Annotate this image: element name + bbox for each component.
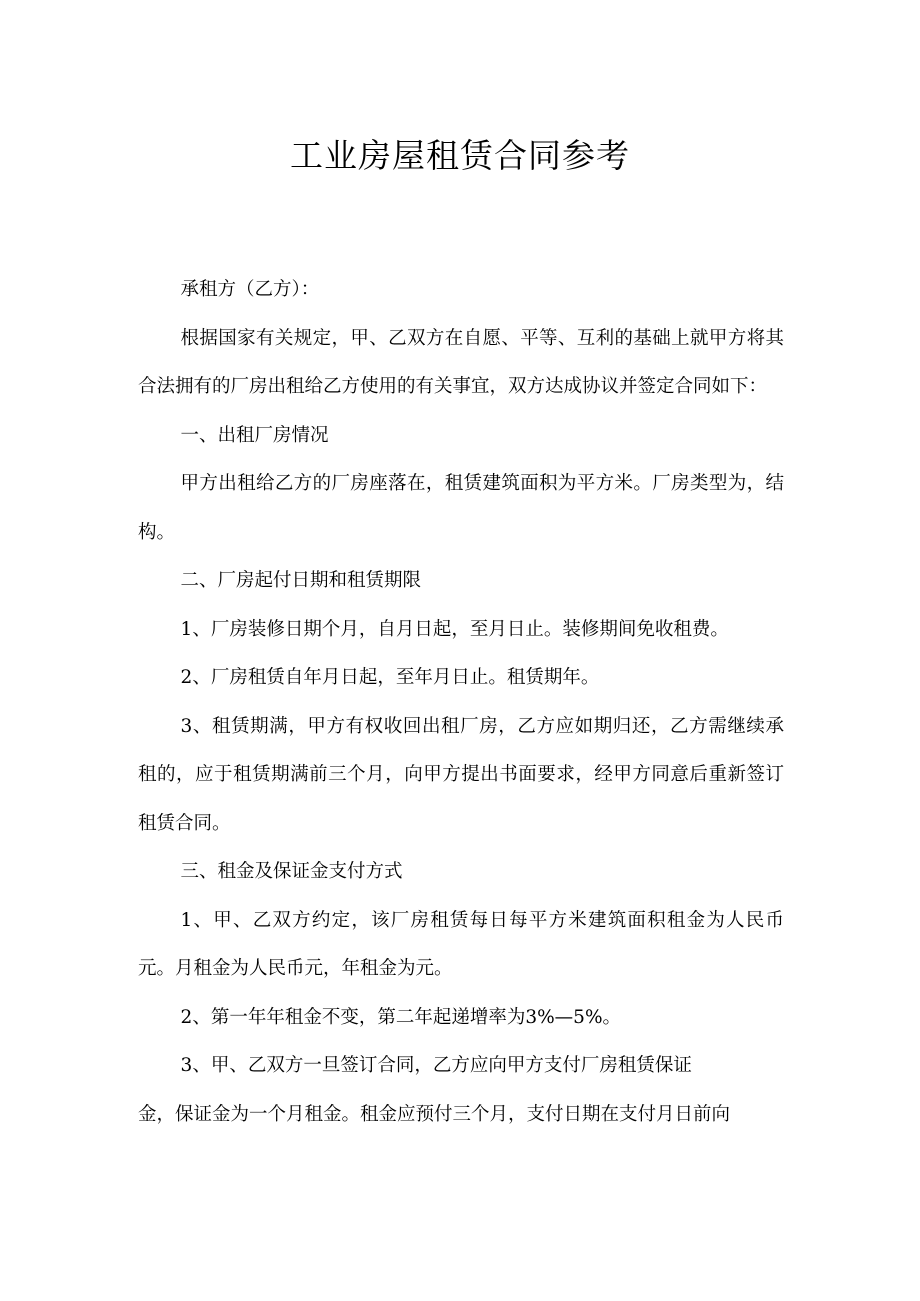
clause-3-2: 2、第一年年租金不变，第二年起递增率为3%—5%。 bbox=[180, 1006, 622, 1028]
document-body bbox=[138, 266, 784, 1139]
clause-2-3: 3、租赁期满，甲方有权收回出租厂房，乙方应如期归还，乙方需继续承租的，应于租赁期满前三个月，向甲方提出书面要求，经甲方同意后重新签订租赁合同。 bbox=[138, 715, 784, 834]
section-heading-3: 三、租金及保证金支付方式 bbox=[180, 861, 403, 882]
clause-3-1: 1、甲、乙双方约定，该厂房租赁每日每平方米建筑面积租金为人民币元。月租金为人民币元，年租金为元。 bbox=[138, 909, 784, 979]
paragraph-preamble: 根据国家有关规定，甲、乙双方在自愿、平等、互利的基础上就甲方将其合法拥有的厂房出租给乙方使用的有关事宜，双方达成协议并签定合同如下： bbox=[138, 327, 784, 397]
clause-3-3-continued: 金，保证金为一个月租金。租金应预付三个月，支付日期在支付月日前向 bbox=[138, 1103, 731, 1125]
section-heading-1: 一、出租厂房情况 bbox=[180, 424, 329, 446]
clause-2-1: 1、厂房装修日期个月，自月日起，至月日止。装修期间免收租费。 bbox=[180, 618, 729, 640]
clause-2-2: 2、厂房租赁自年月日起，至年月日止。租赁期年。 bbox=[180, 667, 600, 688]
paragraph-addressee: 承租方（乙方）： bbox=[180, 279, 320, 300]
paragraph-premises: 甲方出租给乙方的厂房座落在，租赁建筑面积为平方米。厂房类型为，结构。 bbox=[138, 473, 784, 543]
clause-3-3: 3、甲、乙双方一旦签订合同，乙方应向甲方支付厂房租赁保证 bbox=[180, 1055, 692, 1076]
section-heading-2: 二、厂房起付日期和租赁期限 bbox=[180, 570, 422, 591]
document-title: 工业房屋租赁合同参考 bbox=[290, 136, 630, 175]
